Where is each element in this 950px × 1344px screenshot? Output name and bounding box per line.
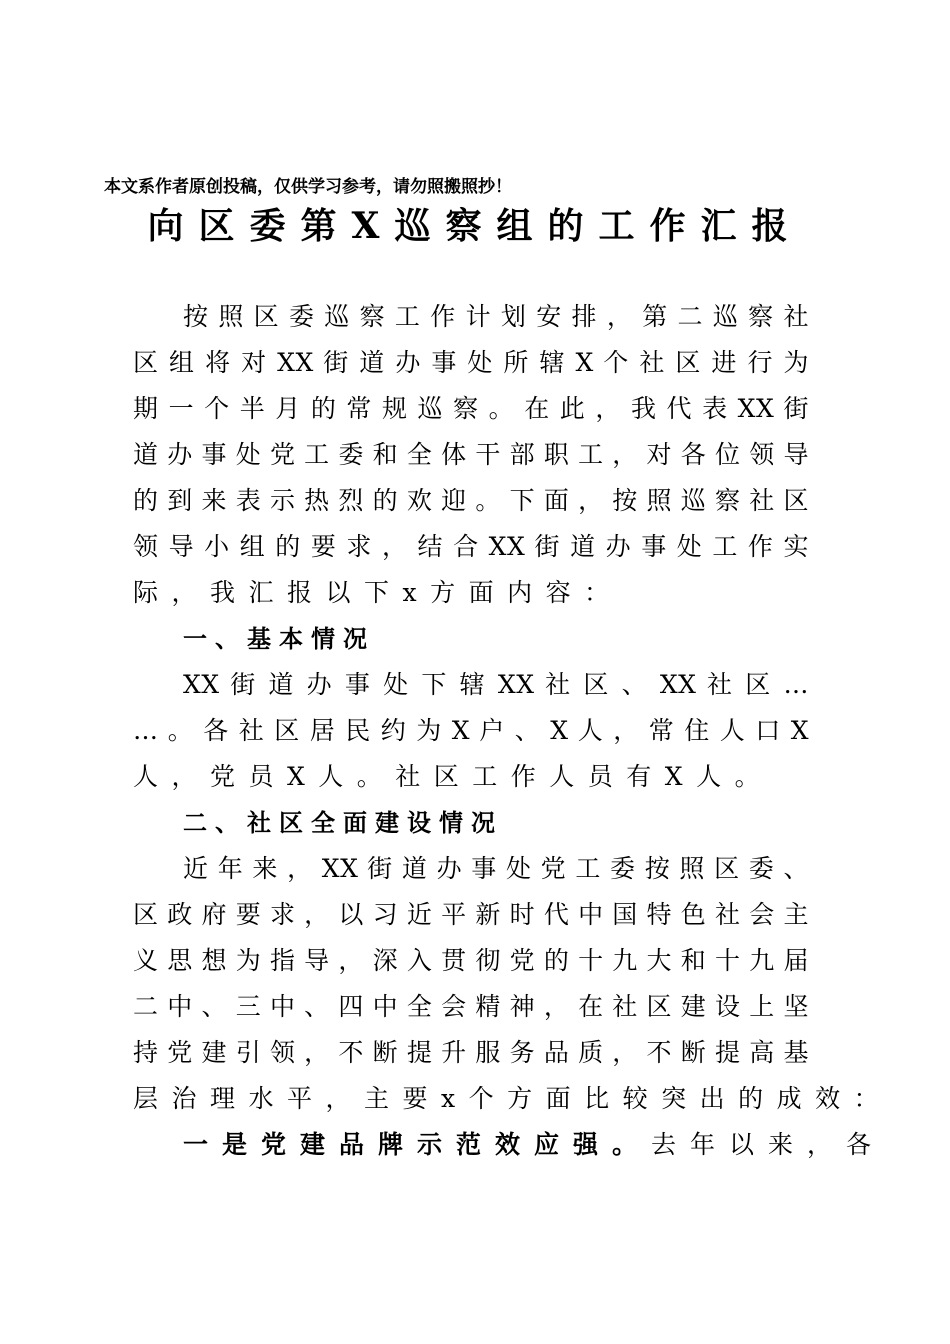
intro-line: 际，我汇报以下x方面内容： <box>133 578 623 607</box>
section2-line: 义 思 想 为 指 导 ， 深 入 贯 彻 党 的 十 九 大 和 十 九 届 <box>133 946 809 975</box>
section1-line: XX 街 道 办 事 处 下 辖 XX 社 区 、 XX 社 区 … <box>183 670 809 699</box>
section-heading-basic: 一、基本情况 <box>183 625 375 653</box>
section-heading-community: 二、社区全面建设情况 <box>183 809 503 837</box>
intro-line: 按 照 区 委 巡 察 工 作 计 划 安 排 ， 第 二 巡 察 社 <box>183 302 809 331</box>
intro-line: 道 办 事 处 党 工 委 和 全 体 干 部 职 工 ， 对 各 位 领 导 <box>133 440 809 469</box>
page-title: 向区委第X巡察组的工作汇报 <box>147 205 803 247</box>
point-one-lead: 一是党建品牌示范效应强。 <box>183 1130 652 1159</box>
section2-line: 二 中 、 三 中 、 四 中 全 会 精 神 ， 在 社 区 建 设 上 坚 <box>133 992 809 1021</box>
section1-line: … 。 各 社 区 居 民 约 为 X 户 、 X 人 ， 常 住 人 口 X <box>133 716 809 745</box>
intro-line: 期 一 个 半 月 的 常 规 巡 察 。 在 此 ， 我 代 表 XX 街 <box>133 394 809 423</box>
section2-line: 层治理水平，主要x个方面比较突出的成效： <box>133 1084 893 1113</box>
intro-line: 的 到 来 表 示 热 烈 的 欢 迎 。 下 面 ， 按 照 巡 察 社 区 <box>133 486 809 515</box>
intro-line: 区 组 将 对 XX 街 道 办 事 处 所 辖 X 个 社 区 进 行 为 <box>133 348 809 377</box>
section2-line: 区 政 府 要 求 ， 以 习 近 平 新 时 代 中 国 特 色 社 会 主 <box>133 900 809 929</box>
copyright-notice: 本文系作者原创投稿，仅供学习参考，请勿照搬照抄！ <box>104 177 512 197</box>
point-one-text: 去年以来，各 <box>651 1130 886 1159</box>
section2-line: 持 党 建 引 领 ， 不 断 提 升 服 务 品 质 ， 不 断 提 高 基 <box>133 1038 809 1067</box>
intro-line: 领 导 小 组 的 要 求 ， 结 合 XX 街 道 办 事 处 工 作 实 <box>133 532 809 561</box>
section2-line: 近 年 来 ， XX 街 道 办 事 处 党 工 委 按 照 区 委 、 <box>183 854 809 883</box>
point-one-line <box>183 1128 886 1162</box>
section1-line: 人，党员X人。社区工作人员有X人。 <box>133 762 774 791</box>
